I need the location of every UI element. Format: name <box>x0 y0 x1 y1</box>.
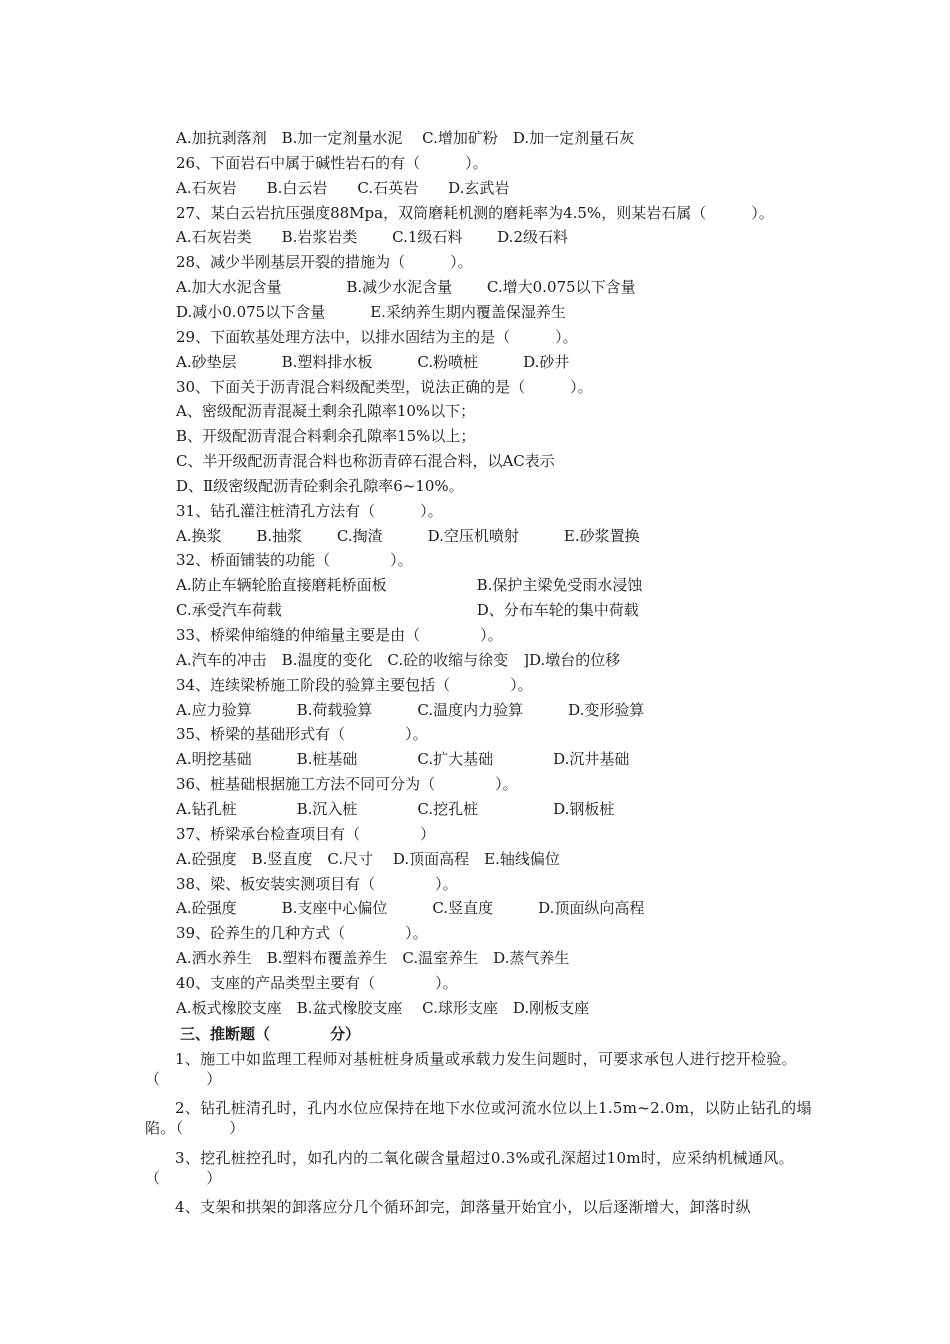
question-line: 27、某白云岩抗压强度88Mpa，双筒磨耗机测的磨耗率为4.5%，则某岩石属（ ）。 <box>176 204 774 222</box>
question-line: A.砼强度 B.支座中心偏位 C.竖直度 D.顶面纵向高程 <box>176 899 645 917</box>
question-line: 26、下面岩石中属于碱性岩石的有（ ）。 <box>176 154 488 172</box>
question-line: 32、桥面铺装的功能（ ）。 <box>176 551 413 569</box>
judgement-item-3: 3、挖孔桩控孔时，如孔内的二氧化碳含量超过0.3%或孔深超过10m时，应采纳机械通风。（ ） <box>145 1149 794 1187</box>
judgement-item-2: 2、钻孔桩清孔时，孔内水位应保持在地下水位或河流水位以上1.5m~2.0m，以防止钻孔的塌陷。（ ） <box>145 1099 812 1137</box>
question-line: A、密级配沥青混凝土剩余孔隙率10%以下； <box>176 402 476 420</box>
question-line: A.明挖基础 B.桩基础 C.扩大基础 D.沉井基础 <box>176 750 630 768</box>
question-line: A.防止车辆轮胎直接磨耗桥面板 B.保护主梁免受雨水浸蚀 <box>176 576 643 594</box>
judgement-item-4: 4、支架和拱架的卸落应分几个循环卸完，卸落量开始宜小，以后逐渐增大，卸落时纵 <box>175 1198 751 1216</box>
question-line: A.砼强度 B.竖直度 C.尺寸 D.顶面高程 E.轴线偏位 <box>176 850 560 868</box>
question-line: 28、减少半刚基层开裂的措施为（ ）。 <box>176 253 473 271</box>
question-line: A.换浆 B.抽浆 C.掏渣 D.空压机喷射 E.砂浆置换 <box>176 527 640 545</box>
question-line: 37、桥梁承台检查项目有（ ） <box>176 825 436 843</box>
question-line: 40、支座的产品类型主要有（ ）。 <box>176 974 458 992</box>
question-line: 39、砼养生的几种方式（ ）。 <box>176 924 428 942</box>
question-line: 38、梁、板安装实测项目有（ ）。 <box>176 875 458 893</box>
question-line: A.汽车的冲击 B.温度的变化 C.砼的收缩与徐变 ]D.墩台的位移 <box>176 651 621 669</box>
question-line: A.石灰岩 B.白云岩 C.石英岩 D.玄武岩 <box>176 179 510 197</box>
question-line: A.应力验算 B.荷载验算 C.温度内力验算 D.变形验算 <box>176 701 645 719</box>
question-line: 29、下面软基处理方法中，以排水固结为主的是（ ）。 <box>176 328 578 346</box>
question-line: 34、连续梁桥施工阶段的验算主要包括（ ）。 <box>176 676 533 694</box>
question-line: A.加大水泥含量 B.减少水泥含量 C.增大0.075以下含量 <box>176 278 636 296</box>
question-line: A.洒水养生 B.塑料布覆盖养生 C.温室养生 D.蒸气养生 <box>176 949 570 967</box>
section-title: 三、推断题（ 分） <box>180 1025 361 1043</box>
question-line: A.加抗剥落剂 B.加一定剂量水泥 C.增加矿粉 D.加一定剂量石灰 <box>176 129 635 147</box>
question-line: 35、桥梁的基础形式有（ ）。 <box>176 725 428 743</box>
question-line: 30、下面关于沥青混合料级配类型，说法正确的是（ ）。 <box>176 378 593 396</box>
question-line: D、Ⅱ级密级配沥青砼剩余孔隙率6~10%。 <box>176 477 464 495</box>
question-line: 33、桥梁伸缩缝的伸缩量主要是由（ ）。 <box>176 626 503 644</box>
question-line: C、半开级配沥青混合料也称沥青碎石混合料，以AC表示 <box>176 452 555 470</box>
judgement-item-1: 1、施工中如监理工程师对基桩桩身质量或承载力发生问题时，可要求承包人进行挖开检验。（ ） <box>145 1050 797 1088</box>
question-line: A.石灰岩类 B.岩浆岩类 C.1级石料 D.2级石料 <box>176 228 568 246</box>
question-line: 31、钻孔灌注桩清孔方法有（ ）。 <box>176 502 443 520</box>
question-line: B、开级配沥青混合料剩余孔隙率15%以上； <box>176 427 476 445</box>
question-line: D.减小0.075以下含量 E.采纳养生期内覆盖保湿养生 <box>176 303 566 321</box>
question-line: C.承受汽车荷载 D、分布车轮的集中荷载 <box>176 601 639 619</box>
question-line: A.板式橡胶支座 B.盆式橡胶支座 C.球形支座 D.刚板支座 <box>176 999 590 1017</box>
question-line: 36、桩基础根据施工方法不同可分为（ ）。 <box>176 775 518 793</box>
question-line: A.钻孔桩 B.沉入桩 C.挖孔桩 D.钢板桩 <box>176 800 615 818</box>
question-line: A.砂垫层 B.塑料排水板 C.粉喷桩 D.砂井 <box>176 353 570 371</box>
